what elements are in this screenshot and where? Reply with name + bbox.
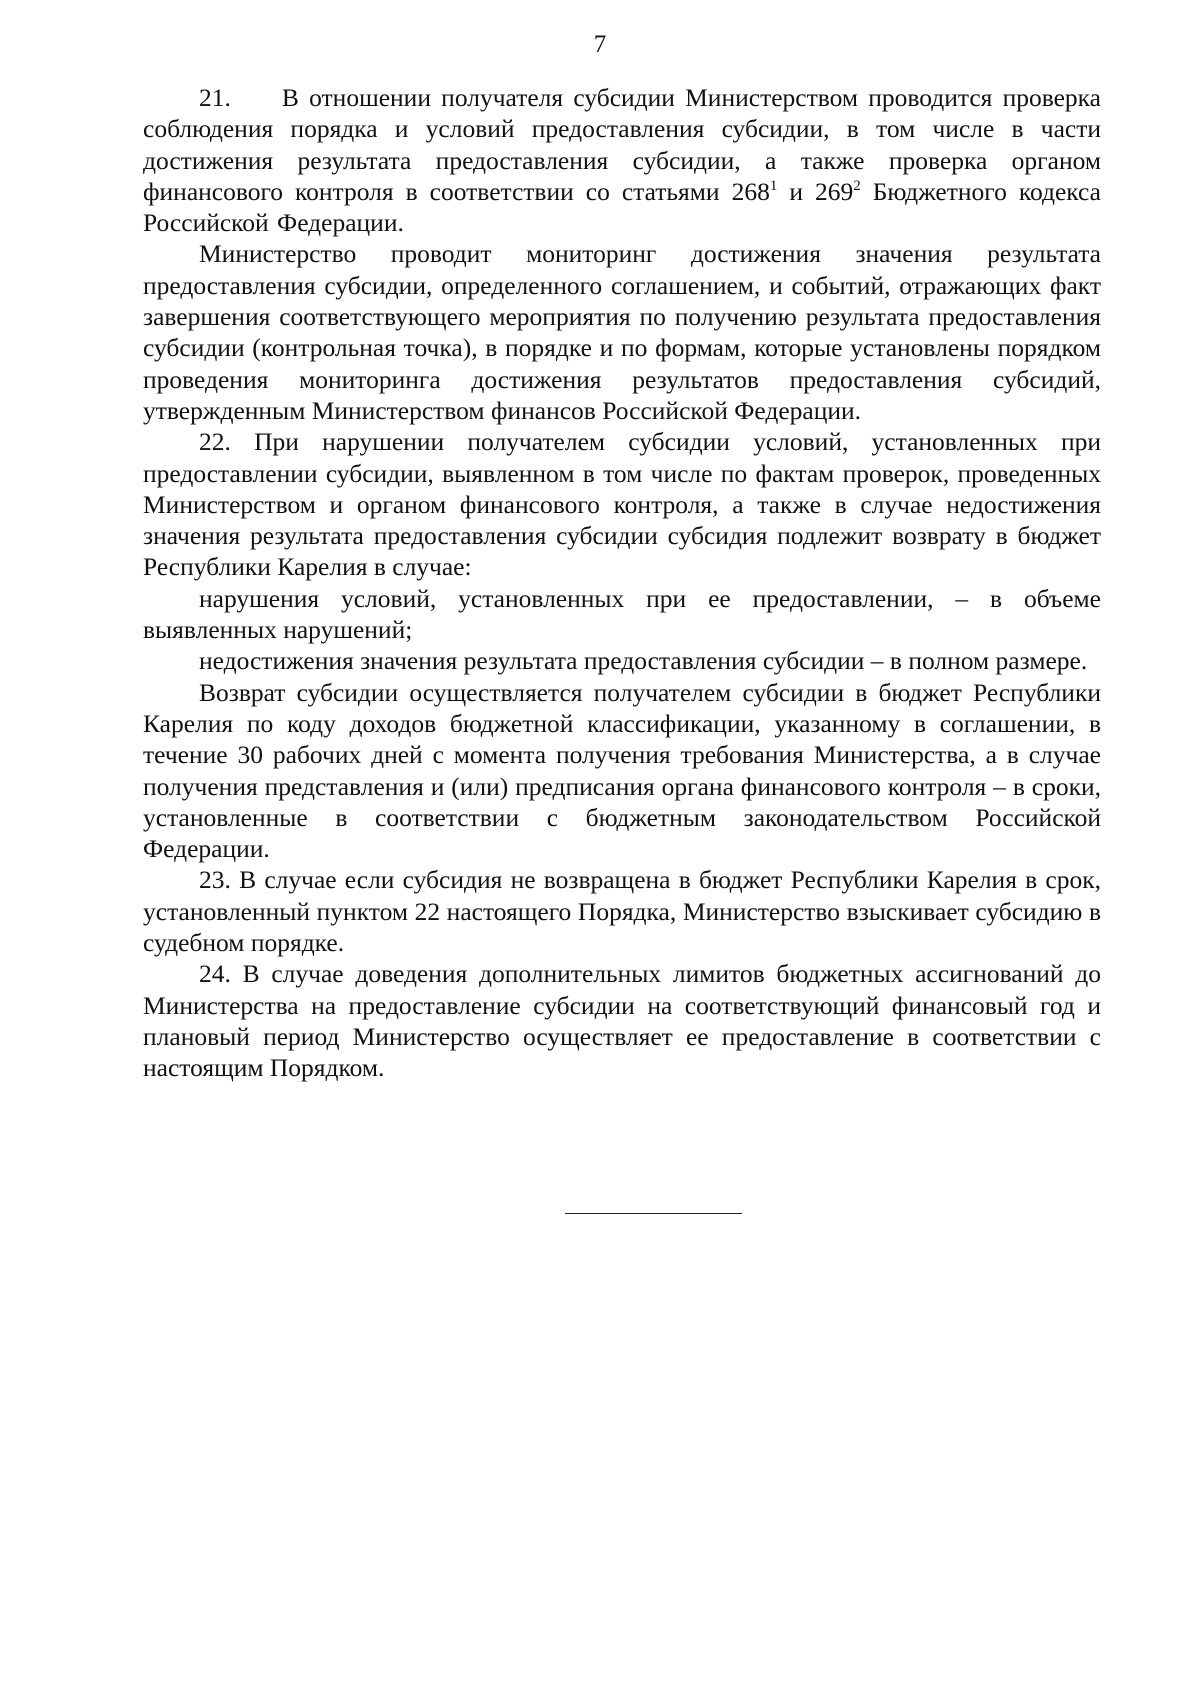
page-number: 7 <box>593 31 607 58</box>
paragraph-21-text: 21. В отношении получателя субсидии Министерством проводится проверка соблюдения порядка и условий предоставления субсидии, в том числе в части достижения результата предоставления субсидии, а также проверка органом финансового контроля в соответствии со статьями 268 <box>143 83 1101 206</box>
paragraph-21 <box>143 82 1101 238</box>
document-body <box>143 82 1101 1084</box>
footnote-ref-2: 2 <box>853 177 861 194</box>
footnote-ref-1: 1 <box>769 177 778 194</box>
paragraph-return-procedure: Возврат субсидии осуществляется получателем субсидии в бюджет Республики Карелия по коду доходов бюджетной классификации, указанному в соглашении, в течение 30 рабочих дней с момента получения требования Министерства, а в случае получения представления и (или) предписания органа финансового контроля – в сроки, установленные в соответствии с бюджетным законодательством Российской Федерации. <box>143 677 1101 864</box>
paragraph-22: 22. При нарушении получателем субсидии условий, установленных при предоставлении субсидии, выявленном в том числе по фактам проверок, проведенных Министерством и органом финансового контроля, а также в случае недостижения значения результата предоставления субсидии субсидия подлежит возврату в бюджет Республики Карелия в случае: <box>143 427 1101 582</box>
paragraph-23: 23. В случае если субсидия не возвращена в бюджет Республики Карелия в срок, установленный пунктом 22 настоящего Порядка, Министерство взыскивает субсидию в судебном порядке. <box>143 865 1101 958</box>
paragraph-24: 24. В случае доведения дополнительных лимитов бюджетных ассигнований до Министерства на предоставление субсидии на соответствующий финансовый год и плановый период Министерство осуществляет ее предоставление в соответствии с настоящим Порядком. <box>143 959 1101 1083</box>
paragraph-22-nonachievement-case: недостижения значения результата предоставления субсидии – в полном размере. <box>199 646 1088 676</box>
paragraph-22-violation-case: нарушения условий, установленных при ее предоставлении, – в объеме выявленных нарушений; <box>143 583 1101 645</box>
paragraph-monitoring: Министерство проводит мониторинг достижения значения результата предоставления субсидии, определенного соглашением, и событий, отражающих факт завершения соответствующего мероприятия по получению результата предоставления субсидии (контрольная точка), в порядке и по формам, которые установлены порядком проведения мониторинга достижения результатов предоставления субсидий, утвержденным Министерством финансов Российской Федерации. <box>143 239 1101 425</box>
paragraph-21-text-end: Бюджетного кодекса Российской Федерации. <box>143 176 1101 238</box>
end-of-document-rule <box>565 1213 742 1214</box>
paragraph-21-text-mid: и 269 <box>777 176 854 206</box>
